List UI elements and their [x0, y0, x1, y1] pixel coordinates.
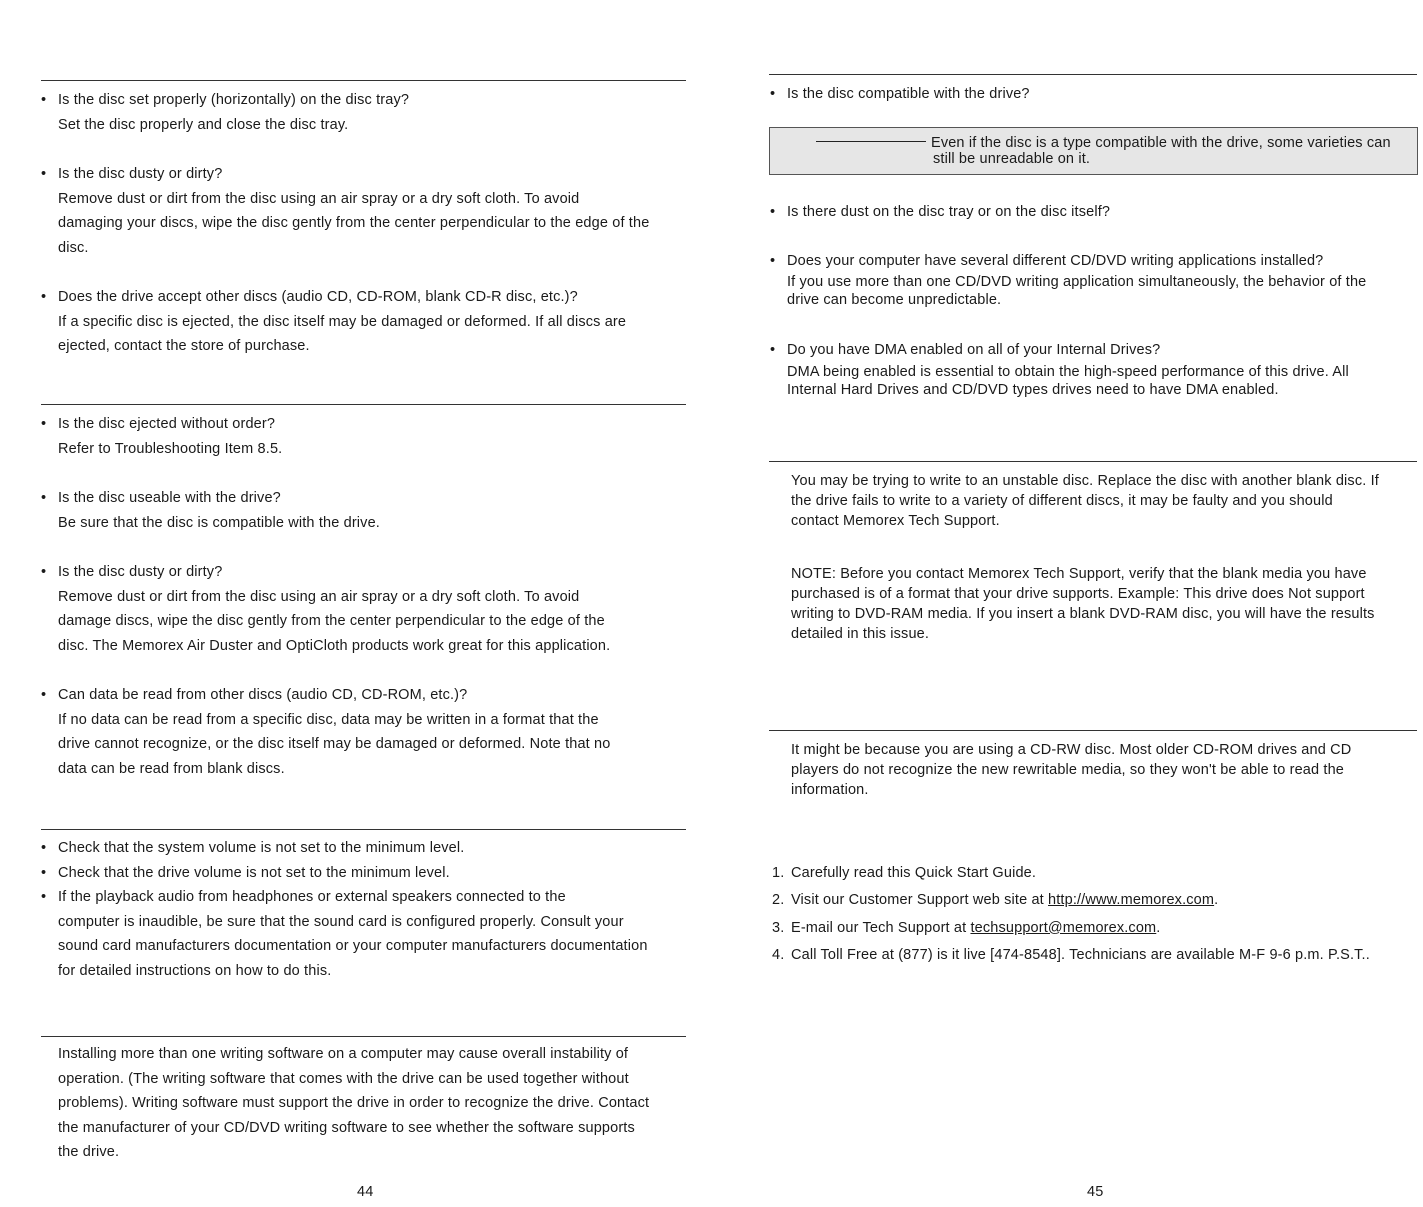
question-text: Is the disc compatible with the drive?: [787, 86, 1030, 102]
bullet: •: [41, 416, 47, 432]
section-rule: [41, 1036, 686, 1037]
question-text: Can data be read from other discs (audio CD, CD-ROM, etc.)?: [58, 687, 468, 703]
bullet: •: [770, 86, 776, 102]
paragraph-line: It might be because you are using a CD-RW disc. Most older CD-ROM drives and CD: [791, 742, 1352, 758]
step-text: .: [1156, 919, 1161, 936]
section-rule: [769, 74, 1417, 75]
step-text: Call Toll Free at (877) is it live [474-8548]. Technicians are available M-F 9-6 p.m. P.S.T..: [791, 946, 1370, 963]
note-line: Even if the disc is a type compatible with the drive, some varieties can: [931, 135, 1391, 151]
step-number: 2.: [772, 892, 785, 909]
paragraph-line: Installing more than one writing software on a computer may cause overall instability of: [58, 1046, 629, 1062]
step-text: Visit our Customer Support web site at: [791, 892, 1049, 909]
bullet: •: [770, 204, 776, 220]
step-text: Carefully read this Quick Start Guide.: [791, 865, 1037, 881]
answer-text: for detailed instructions on how to do this.: [58, 962, 332, 979]
answer-text: disc.: [58, 239, 89, 256]
paragraph-line: the drive.: [58, 1144, 120, 1160]
step-text: E-mail our Tech Support at: [791, 919, 971, 936]
paragraph-line: the manufacturer of your CD/DVD writing software to see whether the software supports: [58, 1119, 635, 1136]
page-number: 45: [1087, 1184, 1104, 1200]
paragraph-line: purchased is of a format that your drive supports. Example: This drive does Not support: [791, 586, 1365, 602]
paragraph-line: information.: [791, 782, 869, 798]
question-text: Do you have DMA enabled on all of your Internal Drives?: [787, 342, 1161, 358]
list-item: [770, 249, 1422, 310]
bullet: •: [41, 687, 47, 703]
answer-text: Remove dust or dirt from the disc using an air spray or a dry soft cloth. To avoid: [58, 588, 580, 605]
answer-text: drive can become unpredictable.: [787, 292, 1002, 308]
paragraph-line: contact Memorex Tech Support.: [791, 513, 1000, 529]
bullet: •: [41, 840, 47, 856]
bullet: •: [41, 166, 47, 182]
answer-text: damaging your discs, wipe the disc gently from the center perpendicular to the edge of the: [58, 215, 650, 231]
section-disc-read: [41, 412, 691, 781]
section-write-failure: [791, 471, 1421, 644]
section-cdrw: [791, 740, 1421, 800]
paragraph-line: NOTE: Before you contact Memorex Tech Support, verify that the blank media you have: [791, 566, 1367, 582]
check-text: Check that the drive volume is not set to the minimum level.: [58, 864, 450, 881]
answer-text: data can be read from blank discs.: [58, 760, 285, 777]
bullet: •: [41, 864, 47, 881]
step-number: 3.: [772, 919, 785, 936]
answer-text: Set the disc properly and close the disc tray.: [58, 116, 349, 133]
answer-text: Refer to Troubleshooting Item 8.5.: [58, 440, 283, 457]
page-number: 44: [357, 1184, 374, 1200]
section-disc-write: [770, 200, 1422, 399]
bullet: •: [41, 92, 47, 108]
support-step: [772, 860, 1423, 887]
list-item: [41, 486, 691, 535]
note-line: still be unreadable on it.: [933, 151, 1091, 167]
answer-text: sound card manufacturers documentation or your computer manufacturers documentation: [58, 938, 648, 954]
list-item: [770, 82, 1420, 107]
support-step: [772, 887, 1423, 914]
step-text: .: [1214, 892, 1219, 909]
question-text: Is the disc ejected without order?: [58, 416, 276, 432]
paragraph-line: You may be trying to write to an unstable disc. Replace the disc with another blank disc. If: [791, 473, 1379, 489]
note-label-blank: [816, 141, 926, 142]
answer-text: Internal Hard Drives and CD/DVD types drives need to have DMA enabled.: [787, 381, 1279, 398]
list-item: [770, 200, 1422, 225]
answer-text: drive cannot recognize, or the disc itself may be damaged or deformed. Note that no: [58, 736, 611, 752]
answer-text: ejected, contact the store of purchase.: [58, 338, 310, 354]
section-audio: [41, 836, 691, 983]
step-number: 4.: [772, 946, 785, 963]
answer-text: If you use more than one CD/DVD writing application simultaneously, the behavior of the: [787, 274, 1367, 290]
paragraph-line: the drive fails to write to a variety of different discs, it may be faulty and you should: [791, 493, 1333, 509]
list-item: [41, 162, 691, 260]
paragraph-line: players do not recognize the new rewritable media, so they won't be able to read the: [791, 762, 1344, 778]
check-text: If the playback audio from headphones or external speakers connected to the: [58, 889, 566, 905]
question-text: Is the disc useable with the drive?: [58, 490, 281, 506]
bullet: •: [41, 289, 47, 305]
section-rule: [41, 80, 686, 81]
section-writing-software: [58, 1042, 693, 1165]
question-text: Does the drive accept other discs (audio CD, CD-ROM, blank CD-R disc, etc.)?: [58, 289, 578, 305]
question-text: Does your computer have several different CD/DVD writing applications installed?: [787, 252, 1324, 269]
list-item: [41, 861, 691, 886]
right-page: [711, 0, 1423, 1207]
left-page: [0, 0, 711, 1207]
support-list: [772, 860, 1423, 969]
answer-text: Remove dust or dirt from the disc using an air spray or a dry soft cloth. To avoid: [58, 190, 580, 207]
support-step: [772, 915, 1423, 942]
list-item: [41, 88, 691, 137]
bullet: •: [41, 490, 47, 506]
list-item: [770, 338, 1422, 399]
question-text: Is the disc dusty or dirty?: [58, 564, 223, 580]
answer-text: disc. The Memorex Air Duster and OptiCloth products work great for this application.: [58, 637, 611, 654]
paragraph-line: writing to DVD-RAM media. If you insert a blank DVD-RAM disc, you will have the results: [791, 606, 1375, 622]
section-rule: [41, 829, 686, 830]
note-box: [769, 127, 1418, 175]
section-rule: [769, 461, 1417, 462]
answer-text: computer is inaudible, be sure that the sound card is configured properly. Consult your: [58, 913, 624, 930]
paragraph-line: operation. (The writing software that comes with the drive can be used together without: [58, 1070, 629, 1087]
list-item: [41, 836, 691, 861]
section-rule: [41, 404, 686, 405]
answer-text: Be sure that the disc is compatible with the drive.: [58, 514, 380, 531]
list-item: [41, 285, 691, 359]
bullet: •: [41, 564, 47, 580]
support-step: [772, 942, 1423, 969]
paragraph-line: detailed in this issue.: [791, 626, 930, 642]
answer-text: If no data can be read from a specific disc, data may be written in a format that the: [58, 711, 599, 728]
section-disc-tray: [41, 88, 691, 359]
bullet: •: [41, 889, 47, 905]
list-item: [41, 683, 691, 781]
website-link[interactable]: http://www.memorex.com: [1048, 892, 1215, 909]
check-text: Check that the system volume is not set to the minimum level.: [58, 840, 465, 856]
question-text: Is there dust on the disc tray or on the disc itself?: [787, 204, 1111, 220]
answer-text: If a specific disc is ejected, the disc itself may be damaged or deformed. If all discs are: [58, 313, 627, 330]
paragraph-line: problems). Writing software must support the drive in order to recognize the drive. Contact: [58, 1095, 650, 1111]
answer-text: damage discs, wipe the disc gently from the center perpendicular to the edge of the: [58, 613, 605, 629]
list-item: [41, 560, 691, 658]
list-item: [41, 885, 691, 983]
note-text: [931, 135, 1413, 167]
bullet: •: [770, 342, 776, 358]
question-text: Is the disc set properly (horizontally) on the disc tray?: [58, 92, 410, 108]
section-rule: [769, 730, 1417, 731]
section-compat: [770, 82, 1420, 107]
email-link[interactable]: techsupport@memorex.com: [970, 919, 1157, 936]
step-number: 1.: [772, 865, 785, 881]
bullet: •: [770, 252, 776, 269]
question-text: Is the disc dusty or dirty?: [58, 166, 223, 182]
list-item: [41, 412, 691, 461]
answer-text: DMA being enabled is essential to obtain the high-speed performance of this drive. All: [787, 363, 1349, 380]
